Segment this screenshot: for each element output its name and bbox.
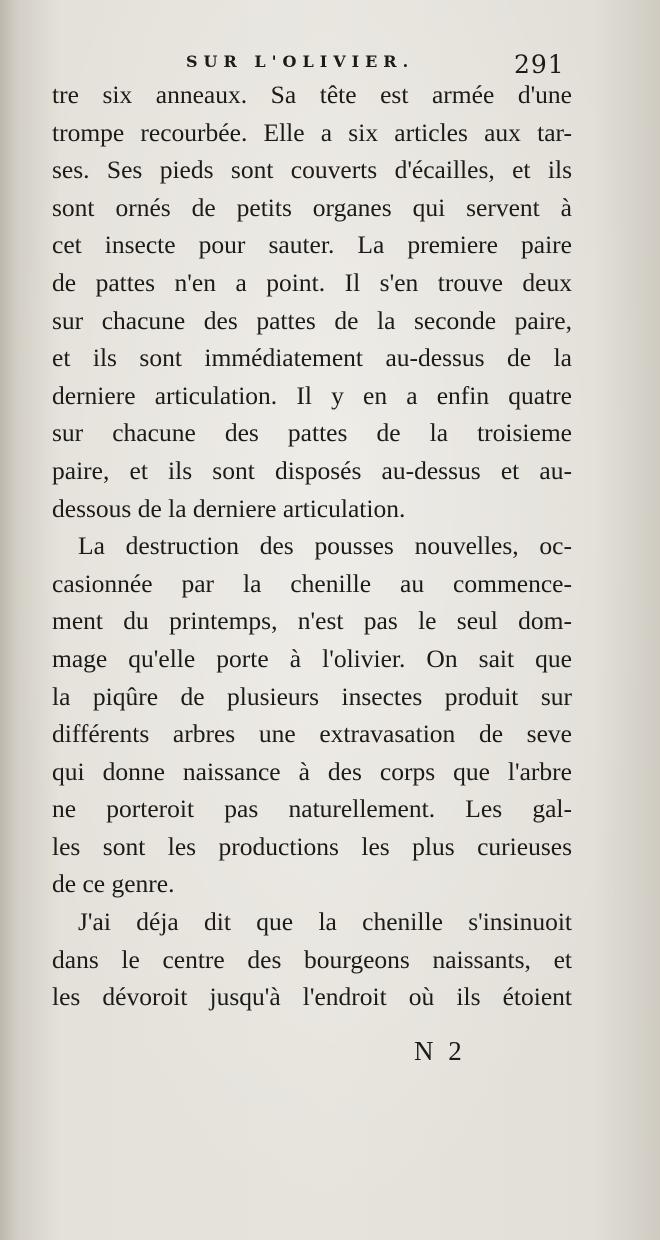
text-line: les sont les productions les plus curieuses — [52, 831, 572, 861]
text-line: ne porteroit pas naturellement. Les gal- — [52, 794, 572, 824]
page-number: 291 — [514, 50, 565, 79]
text-line: derniere articulation. Il y en a enfin quatre — [52, 380, 572, 410]
text-line: paire, et ils sont disposés au-dessus et au- — [52, 455, 572, 485]
text-line: qui donne naissance à des corps que l'arbre — [52, 756, 572, 786]
running-title: SUR L'OLIVIER. — [186, 52, 415, 71]
text-line: sur chacune des pattes de la seconde paire, — [52, 305, 572, 335]
paragraph-2 — [52, 527, 572, 903]
text-line: dans le centre des bourgeons naissants, et — [52, 944, 572, 974]
text-line: cet insecte pour sauter. La premiere paire — [52, 230, 572, 260]
text-line: J'ai déja dit que la chenille s'insinuoit — [78, 907, 572, 937]
text-line: mage qu'elle porte à l'olivier. On sait que — [52, 643, 572, 673]
text-line: ment du printemps, n'est pas le seul dom- — [52, 606, 572, 636]
text-line: La destruction des pousses nouvelles, oc- — [78, 531, 572, 561]
text-line: différents arbres une extravasation de seve — [52, 719, 572, 749]
paragraph-1 — [52, 76, 572, 527]
text-line: de pattes n'en a point. Il s'en trouve deux — [52, 267, 572, 297]
text-line: tre six anneaux. Sa tête est armée d'une — [52, 80, 572, 109]
text-line: casionnée par la chenille au commence- — [52, 568, 572, 598]
paragraph-3 — [52, 903, 572, 1016]
text-line: ses. Ses pieds sont couverts d'écailles, et ils — [52, 155, 572, 185]
text-line: la piqûre de plusieurs insectes produit sur — [52, 681, 572, 711]
text-line: sont ornés de petits organes qui servent à — [52, 192, 572, 222]
text-line: les dévoroit jusqu'à l'endroit où ils étoient — [52, 982, 572, 1012]
text-line: de ce genre. — [52, 869, 175, 899]
signature-mark: N 2 — [414, 1036, 466, 1066]
text-line: et ils sont immédiatement au-dessus de la — [52, 343, 572, 373]
text-line: dessous de la derniere articulation. — [52, 493, 406, 523]
body-text — [52, 76, 572, 1016]
text-line: sur chacune des pattes de la troisieme — [52, 418, 572, 448]
text-line: trompe recourbée. Elle a six articles aux tar- — [52, 117, 572, 147]
